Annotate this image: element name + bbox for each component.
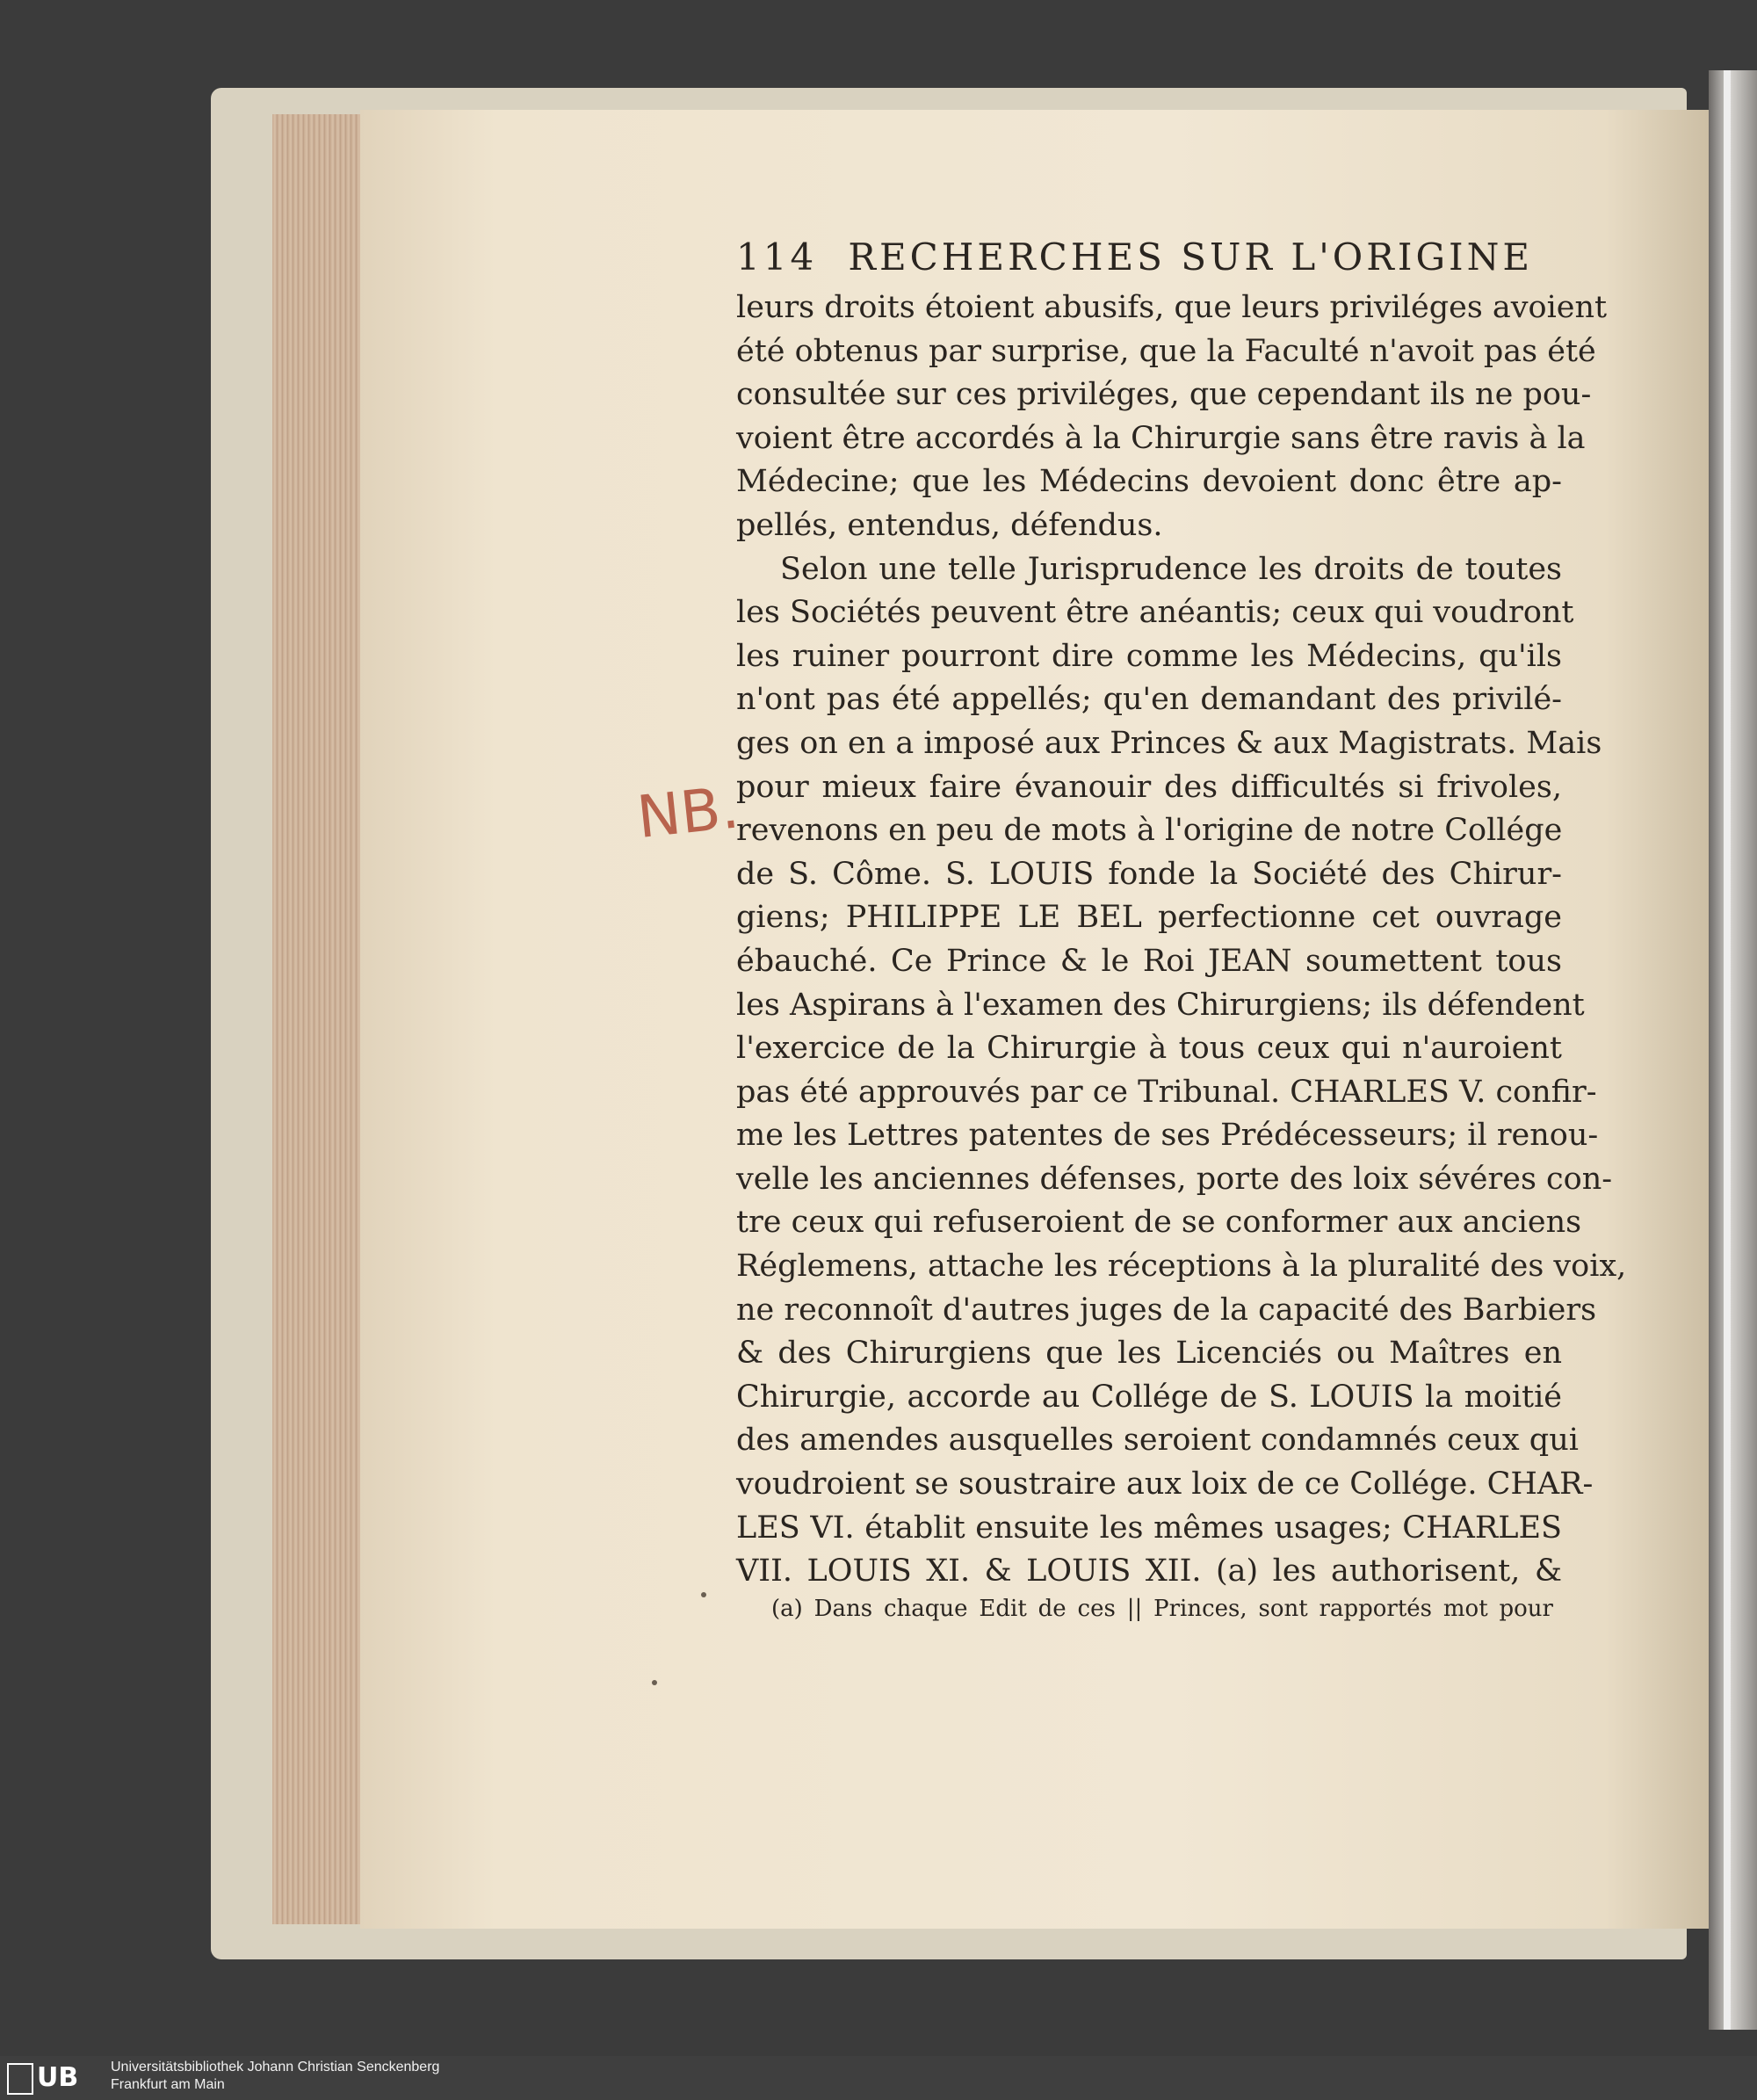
text-line: les Aspirans à l'examen des Chirurgiens; ils défendent xyxy=(736,987,1585,1023)
body-text xyxy=(736,286,1627,1594)
text-line: n'ont pas été appellés; qu'en demandant des privilé- xyxy=(736,682,1562,718)
handwritten-margin-note: NB. xyxy=(633,773,742,852)
text-line: VII. LOUIS XI. & LOUIS XII. (a) les authorisent, & xyxy=(736,1553,1562,1589)
text-line: des amendes ausquelles seroient condamnés ceux qui xyxy=(736,1423,1579,1459)
text-line: les Sociétés peuvent être anéantis; ceux qui voudront xyxy=(736,595,1574,631)
running-title: RECHERCHES SUR L'ORIGINE xyxy=(848,235,1534,279)
text-line: ges on en a imposé aux Princes & aux Magistrats. Mais xyxy=(736,725,1602,761)
institution-credit xyxy=(111,2059,726,2094)
text-line: me les Lettres patentes de ses Prédécesseurs; il renou- xyxy=(736,1118,1599,1154)
text-line: revenons en peu de mots à l'origine de notre Collége xyxy=(736,813,1563,849)
footnote: (a) Dans chaque Edit de ces || Princes, sont rapportés mot pour xyxy=(771,1596,1553,1622)
institution-line: Frankfurt am Main xyxy=(111,2077,225,2092)
text-line: pour mieux faire évanouir des difficultés si frivoles, xyxy=(736,769,1562,805)
text-line: pellés, entendus, défendus. xyxy=(736,507,1163,543)
page-number: 114 xyxy=(736,235,818,279)
book-gutter xyxy=(1709,70,1757,2030)
text-line: ne reconnoît d'autres juges de la capacité des Barbiers xyxy=(736,1292,1597,1328)
text-line: voient être accordés à la Chirurgie sans être ravis à la xyxy=(736,420,1586,456)
text-line: Chirurgie, accorde au Collége de S. LOUIS la moitié xyxy=(736,1379,1562,1415)
text-line: été obtenus par surprise, que la Faculté n'avoit pas été xyxy=(736,333,1596,369)
text-line: les ruiner pourront dire comme les Médecins, qu'ils xyxy=(736,638,1562,674)
text-line: & des Chirurgiens que les Licenciés ou Maîtres en xyxy=(736,1336,1562,1372)
text-line: leurs droits étoient abusifs, que leurs priviléges avoient xyxy=(736,290,1608,325)
text-line: l'exercice de la Chirurgie à tous ceux qui n'auroient xyxy=(736,1031,1562,1067)
text-line: Selon une telle Jurisprudence les droits de toutes xyxy=(780,551,1562,587)
institution-line: Universitätsbibliothek Johann Christian Senckenberg xyxy=(111,2060,440,2075)
text-line: consultée sur ces priviléges, que cependant ils ne pou- xyxy=(736,377,1592,413)
text-line: ébauché. Ce Prince & le Roi JEAN soumettent tous xyxy=(736,943,1562,979)
ink-speck xyxy=(652,1680,657,1685)
text-line: tre ceux qui refuseroient de se conformer aux anciens xyxy=(736,1205,1582,1241)
text-line: giens; PHILIPPE LE BEL perfectionne cet ouvrage xyxy=(736,900,1562,936)
ink-speck xyxy=(701,1592,706,1597)
text-line: velle les anciennes défenses, porte des loix sévéres con- xyxy=(736,1161,1613,1197)
logo-mark-icon xyxy=(7,2063,33,2095)
text-line: Réglemens, attache les réceptions à la pluralité des voix, xyxy=(736,1249,1627,1285)
text-line: Médecine; que les Médecins devoient donc être ap- xyxy=(736,464,1562,500)
text-line: LES VI. établit ensuite les mêmes usages; CHARLES xyxy=(736,1510,1562,1546)
logo-text: UB xyxy=(37,2062,79,2093)
footer-bar xyxy=(0,2056,1757,2100)
text-line: de S. Côme. S. LOUIS fonde la Société des Chirur- xyxy=(736,856,1562,892)
running-header xyxy=(736,235,1562,288)
text-line: pas été approuvés par ce Tribunal. CHARLES V. confir- xyxy=(736,1074,1597,1110)
text-line: voudroient se soustraire aux loix de ce Collége. CHAR- xyxy=(736,1466,1594,1503)
page-edges xyxy=(272,114,366,1924)
gutter-strip xyxy=(1724,70,1731,2030)
library-logo[interactable] xyxy=(7,2061,105,2095)
